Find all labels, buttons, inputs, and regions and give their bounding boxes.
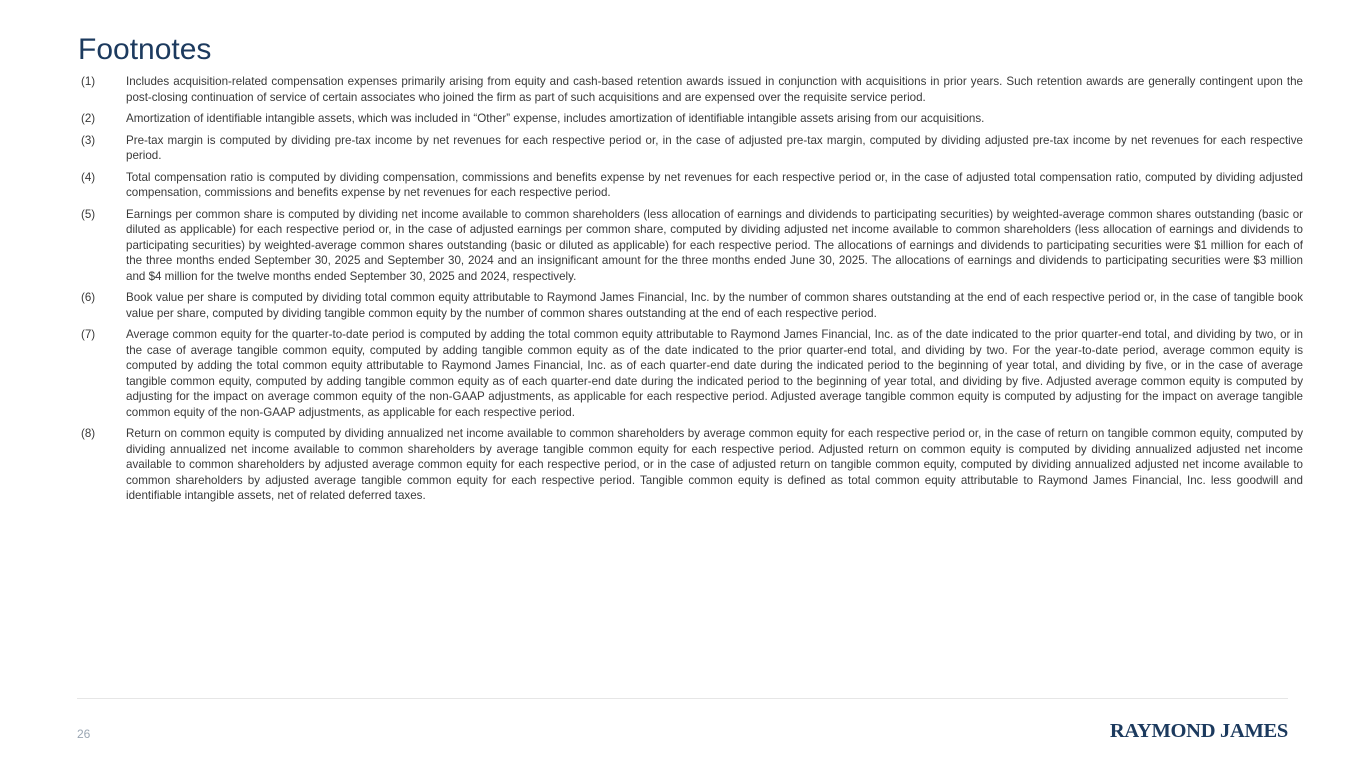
footnote-5 (81, 207, 1303, 285)
footnote-3 (81, 133, 1303, 164)
footnote-number: (8) (81, 427, 96, 440)
footnote-text: Amortization of identifiable intangible assets, which was included in “Other” expense, includes amortization of identifiable intangible assets arising from our acquisitions. (126, 112, 985, 125)
footnote-2 (81, 111, 1303, 127)
footnote-7 (81, 327, 1303, 420)
footnote-text: Average common equity for the quarter-to-date period is computed by adding the total common equity attributable to Raymond James Financial, Inc. as of the date indicated to the prior quarter-end total, and dividing by two, or in the case of average tangible common equity, computed by adding tangible common equity as of the date indicated to the prior quarter-end total, and dividing by two. For the year-to-date period, average common equity is computed by adding the total common equity attributable to Raymond James Financial, Inc. as of each quarter-end date during the indicated period to the beginning of year total, and dividing by five, or in the case of average tangible common equity, computed by adding tangible common equity as of each quarter-end date during the indicated period to the beginning of year total, and dividing by five. Adjusted average common equity is computed by adjusting for the impact on average common equity of the non-GAAP adjustments, as applicable for each respective period. Adjusted average tangible common equity is computed by adjusting for the impact on average tangible common equity of the non-GAAP adjustments, as applicable for each respective period. (126, 328, 1303, 419)
footnote-text: Earnings per common share is computed by dividing net income available to common shareholders (less allocation of earnings and dividends to participating securities) by weighted-average common shares outstanding (basic or diluted as applicable) for each respective period or, in the case of adjusted earnings per common share, computed by dividing adjusted net income available to common shareholders (less allocation of earnings and dividends to participating securities) by weighted-average common shares outstanding (basic or diluted as applicable) for each respective period. The allocations of earnings and dividends to participating securities were $1 million for each of the three months ended September 30, 2025 and September 30, 2024 and an insignificant amount for the three months ended June 30, 2025. The allocations of earnings and dividends to participating securities were $3 million and $4 million for the twelve months ended September 30, 2025 and 2024, respectively. (126, 207, 1303, 283)
footnote-text: Book value per share is computed by dividing total common equity attributable to Raymond James Financial, Inc. by the number of common shares outstanding at the end of each respective period or, in the case of tangible book value per share, computed by dividing tangible common equity by the number of common shares outstanding at the end of each respective period. (126, 291, 1303, 320)
footnote-text: Return on common equity is computed by dividing annualized net income available to common shareholders by average common equity for each respective period or, in the case of return on tangible common equity, computed by dividing annualized net income available to common shareholders by average tangible common equity for each respective period. Adjusted return on common equity is computed by dividing annualized adjusted net income available to common shareholders by adjusted average common equity for each respective period, or in the case of adjusted return on tangible common equity, computed by dividing annualized adjusted net income available to common shareholders by adjusted average tangible common equity for each respective period. Tangible common equity is defined as total common equity attributable to Raymond James Financial, Inc. less goodwill and identifiable intangible assets, net of related deferred taxes. (126, 427, 1303, 502)
footnote-number: (1) (81, 75, 96, 88)
footnotes-list (81, 74, 1303, 510)
footnote-6 (81, 290, 1303, 321)
footnote-number: (4) (81, 170, 96, 184)
raymond-james-logo: RAYMOND JAMES (1109, 720, 1288, 742)
footnote-1 (81, 74, 1303, 105)
footnote-text: Total compensation ratio is computed by dividing compensation, commissions and benefits expense by net revenues for each respective period or, in the case of adjusted total compensation ratio, computed by dividing adjusted compensation, commissions and benefits expense by net revenues for each respective period. (126, 170, 1303, 199)
footnote-number: (3) (81, 133, 96, 147)
footnote-4 (81, 170, 1303, 201)
footnote-number: (6) (81, 291, 96, 304)
page-number: 26 (77, 727, 91, 741)
footnote-text: Includes acquisition-related compensation expenses primarily arising from equity and cash-based retention awards issued in conjunction with acquisitions in prior years. Such retention awards are generally contingent upon the post-closing continuation of service of certain associates who joined the firm as part of such acquisitions and are expensed over the requisite service period. (126, 75, 1303, 104)
footnote-number: (2) (81, 112, 96, 125)
footnote-8 (81, 426, 1303, 504)
page-title: Footnotes (78, 33, 212, 66)
footer-divider (77, 698, 1288, 699)
footnote-number: (5) (81, 207, 96, 221)
footnote-number: (7) (81, 328, 96, 341)
footnote-text: Pre-tax margin is computed by dividing pre-tax income by net revenues for each respective period or, in the case of adjusted pre-tax margin, computed by dividing adjusted pre-tax income by net revenues for each respective period. (126, 133, 1303, 162)
